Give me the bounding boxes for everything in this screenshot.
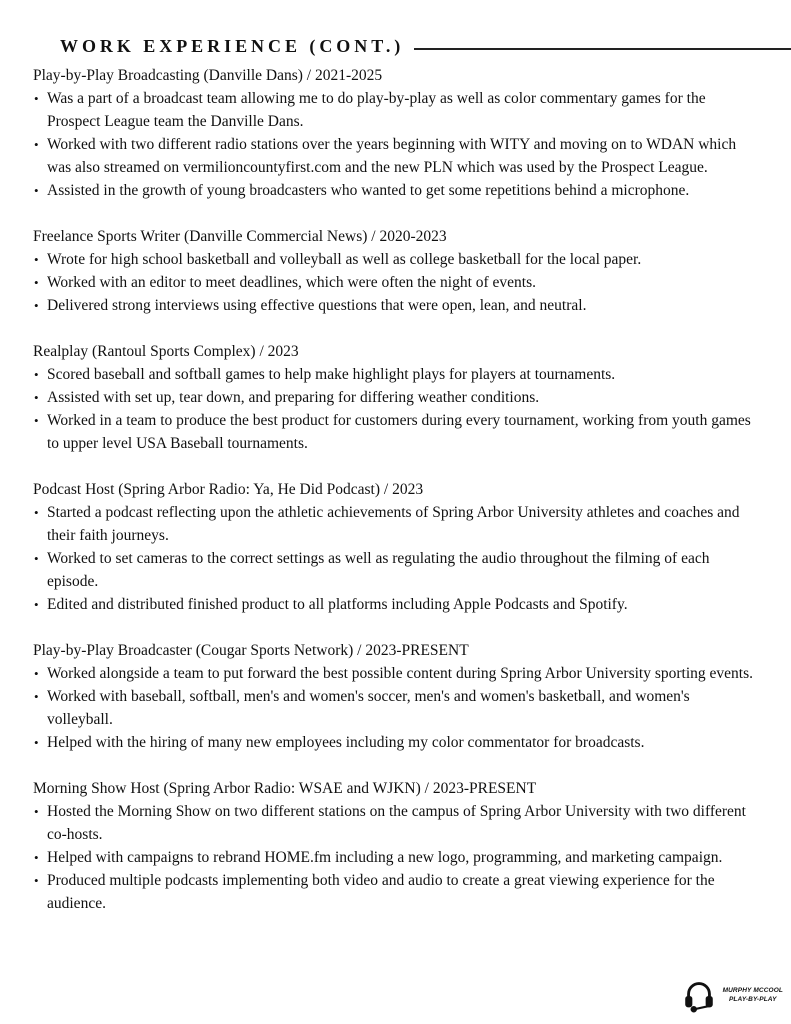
job-title: Podcast Host (Spring Arbor Radio: Ya, He Did Podcast) / 2023 (33, 481, 424, 498)
logo-text (723, 986, 786, 1004)
work-experience-list (33, 64, 758, 915)
job-bullet: • Delivered strong interviews using effective questions that were open, lean, and neutral. (33, 294, 758, 317)
job-entry (33, 225, 758, 317)
job-title: Play-by-Play Broadcasting (Danville Dans) / 2021-2025 (33, 67, 383, 84)
job-bullet: • Worked with an editor to meet deadlines, which were often the night of events. (33, 271, 758, 294)
page-title: WORK EXPERIENCE (CONT.) (60, 36, 405, 56)
job-bullet: • Helped with campaigns to rebrand HOME.fm including a new logo, programming, and marketing campaign. (33, 846, 758, 869)
job-bullet: • Worked in a team to produce the best product for customers during every tournament, working from youth games to upper level USA Baseball tournaments. (33, 409, 758, 455)
job-bullet: • Worked with two different radio stations over the years beginning with WITY and moving on to WDAN which was also streamed on vermilioncountyfirst.com and the new PLN which was used by the Prospect League. (33, 133, 758, 179)
job-entry (33, 340, 758, 455)
logo-tagline: PLAY-BY-PLAY (728, 996, 777, 1003)
job-title: Freelance Sports Writer (Danville Commercial News) / 2020-2023 (33, 228, 447, 245)
job-entry (33, 639, 758, 754)
job-bullet: • Was a part of a broadcast team allowing me to do play-by-play as well as color commentary games for the Prospect League team the Danville Dans. (33, 87, 758, 133)
job-bullet-list (33, 800, 758, 915)
job-title: Realplay (Rantoul Sports Complex) / 2023 (33, 343, 299, 360)
page-content (33, 36, 758, 938)
job-bullet: • Wrote for high school basketball and volleyball as well as college basketball for the local paper. (33, 248, 758, 271)
job-bullet-list (33, 363, 758, 455)
job-bullet-list (33, 662, 758, 754)
job-entry (33, 478, 758, 616)
logo-name: MURPHY MCCOOL (722, 987, 783, 994)
job-title: Play-by-Play Broadcaster (Cougar Sports Network) / 2023-PRESENT (33, 642, 469, 659)
personal-brand-logo (680, 976, 786, 1014)
job-bullet: • Scored baseball and softball games to help make highlight plays for players at tournaments. (33, 363, 758, 386)
job-bullet-list (33, 248, 758, 317)
header-rule (414, 48, 791, 50)
job-entry (33, 777, 758, 915)
job-bullet: • Worked to set cameras to the correct settings as well as regulating the audio throughout the filming of each episode. (33, 547, 758, 593)
section-header (33, 36, 758, 57)
job-bullet: • Worked alongside a team to put forward the best possible content during Spring Arbor University sporting events. (33, 662, 758, 685)
job-bullet: • Edited and distributed finished product to all platforms including Apple Podcasts and Spotify. (33, 593, 758, 616)
job-title: Morning Show Host (Spring Arbor Radio: WSAE and WJKN) / 2023-PRESENT (33, 780, 537, 797)
job-bullet: • Produced multiple podcasts implementing both video and audio to create a great viewing experience for the audience. (33, 869, 758, 915)
job-bullet: • Assisted in the growth of young broadcasters who wanted to get some repetitions behind a microphone. (33, 179, 758, 202)
job-bullet: • Worked with baseball, softball, men's and women's soccer, men's and women's basketball, and women's volleyball. (33, 685, 758, 731)
headset-icon (680, 976, 718, 1014)
job-bullet: • Helped with the hiring of many new employees including my color commentator for broadcasts. (33, 731, 758, 754)
job-bullet: • Hosted the Morning Show on two different stations on the campus of Spring Arbor University with two different co-hosts. (33, 800, 758, 846)
job-bullet: • Assisted with set up, tear down, and preparing for differing weather conditions. (33, 386, 758, 409)
job-entry (33, 64, 758, 202)
job-bullet: • Started a podcast reflecting upon the athletic achievements of Spring Arbor University athletes and coaches and their faith journeys. (33, 501, 758, 547)
job-bullet-list (33, 501, 758, 616)
job-bullet-list (33, 87, 758, 202)
